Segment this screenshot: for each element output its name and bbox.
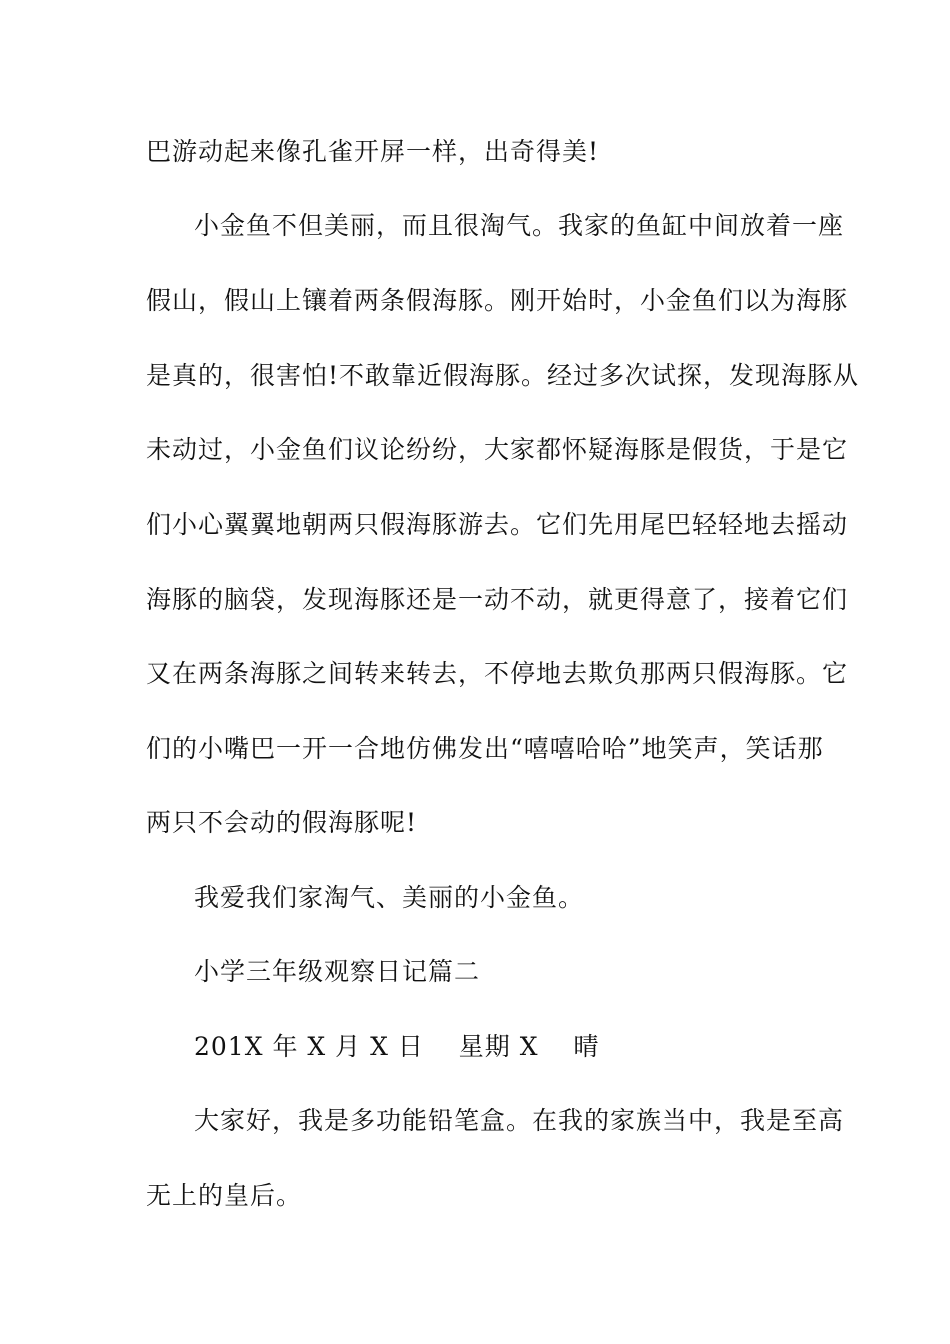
- text-line: 我爱我们家淘气、美丽的小金鱼。: [194, 883, 585, 912]
- text-line: 是真的，很害怕!不敢靠近假海豚。经过多次试探，发现海豚从: [146, 361, 860, 390]
- text-line: 假山，假山上镶着两条假海豚。刚开始时，小金鱼们以为海豚: [146, 286, 849, 315]
- text-line: 无上的皇后。: [146, 1181, 303, 1210]
- section-heading: 小学三年级观察日记篇二: [194, 957, 481, 986]
- text-line: 小金鱼不但美丽，而且很淘气。我家的鱼缸中间放着一座: [194, 211, 845, 240]
- text-line: 两只不会动的假海豚呢!: [146, 808, 418, 837]
- text-line: 又在两条海豚之间转来转去，不停地去欺负那两只假海豚。它: [146, 659, 849, 688]
- text-line: 海豚的脑袋，发现海豚还是一动不动，就更得意了，接着它们: [146, 585, 849, 614]
- text-line: 们小心翼翼地朝两只假海豚游去。它们先用尾巴轻轻地去摇动: [146, 510, 849, 539]
- diary-date-line: 201X 年 X 月 X 日 星期 X 晴: [194, 1032, 600, 1061]
- text-line: 未动过，小金鱼们议论纷纷，大家都怀疑海豚是假货，于是它: [146, 435, 849, 464]
- text-line: 大家好，我是多功能铅笔盒。在我的家族当中，我是至高: [194, 1106, 845, 1135]
- text-line: 巴游动起来像孔雀开屏一样，出奇得美!: [146, 137, 600, 166]
- text-line: 们的小嘴巴一开一合地仿佛发出“嘻嘻哈哈”地笑声，笑话那: [146, 734, 824, 763]
